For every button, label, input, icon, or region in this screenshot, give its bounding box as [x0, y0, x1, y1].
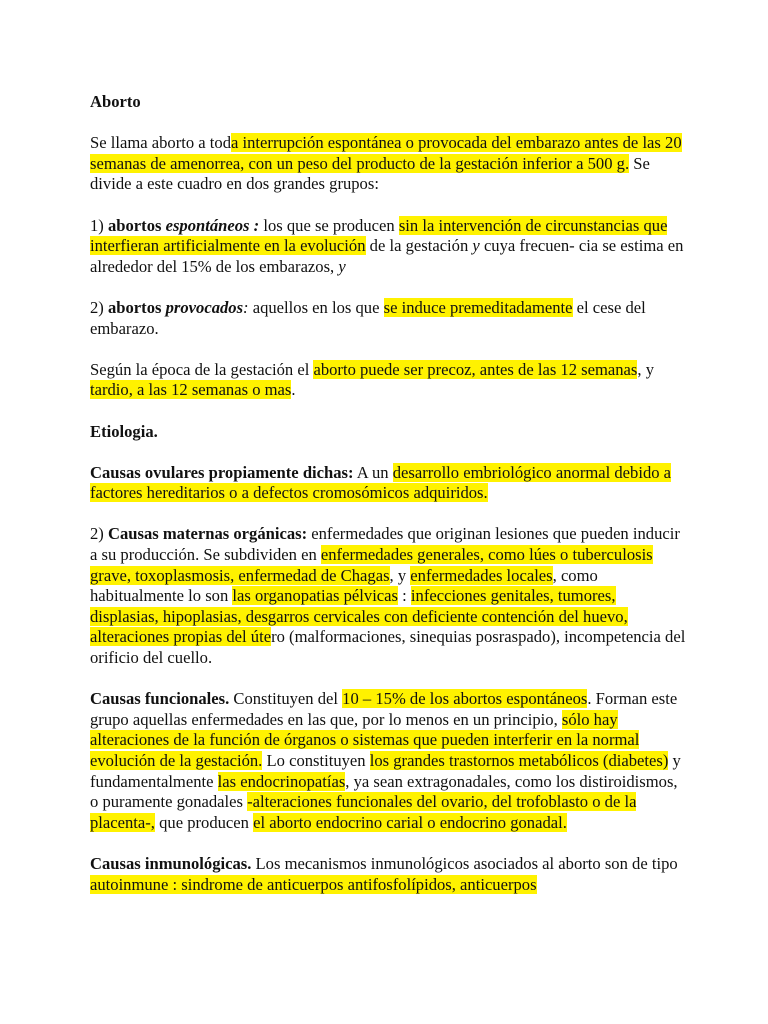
highlight: desarrollo embriológico anormal debido a factores hereditarios o a defectos cromosómicos adquiridos. [90, 462, 672, 503]
immunological-causes-paragraph: Causas inmunológicas. Los mecanismos inmunológicos asociados al aborto son de tipo autoinmune : sindrome de anticuerpos antifosfolípidos, anticuerpos [90, 853, 678, 894]
highlight: las organopatias pélvicas [232, 586, 398, 606]
highlight: sin la intervención de circunstancias que interfieran artificialmente en la evolución [90, 215, 668, 256]
highlight: tardio, a las 12 semanas o mas [90, 380, 292, 400]
highlight: -alteraciones funcionales del ovario, del trofoblasto o de la placenta-, [90, 792, 637, 832]
highlight: el aborto endocrino carial o endocrino gonadal. [253, 812, 567, 832]
highlight: se induce premeditadamente [383, 297, 573, 317]
highlight: enfermedades generales, como lúes o tuberculosis grave, toxoplasmosis, enfermedad de Chagas [90, 545, 653, 585]
highlight: infecciones genitales, tumores, displasias, hipoplasias, desgarros cervicales con deficiente contención del huevo, alteraciones propias del úte [90, 586, 628, 647]
functional-causes-paragraph: Causas funcionales. Constituyen del 10 – 15% de los abortos espontáneos. Forman este grupo aquellas enfermedades en las que, por lo menos en un principio, sólo hay alteraciones de la función de órganos o sistemas que pueden interferir en la normal evolución de la gestación. Lo constituyen los grandes trastornos metabólicos (diabetes) y fundamentalmente las endocrinopatías, ya sean extragonadales, como los distiroidismos, o puramente gonadales -alteraciones funcionales del ovario, del trofoblasto o de la placenta-, que producen el aborto endocrino carial o endocrino gonadal. [90, 689, 681, 832]
etiology-heading: Etiologia. [90, 421, 158, 441]
spontaneous-abortion-paragraph: 1) abortos espontáneos : los que se producen sin la intervención de circunstancias que interfieran artificialmente en la evolución de la gestación y cuya frecuen- cia se estima en alrededor del 15% de los embarazos, y [90, 215, 684, 276]
highlight: a interrupción espontánea o provocada del embarazo antes de las 20 semanas de amenorrea, con un peso del producto de la gestación inferior a 500 g. [90, 133, 682, 173]
highlight: 10 – 15% de los abortos espontáneos [342, 689, 588, 709]
document-title: Aborto [90, 92, 141, 111]
highlight: enfermedades locales [410, 565, 553, 585]
ovular-causes-paragraph: Causas ovulares propiamente dichas: A un desarrollo embriológico anormal debido a factores hereditarios o a defectos cromosómicos adquiridos. [90, 462, 672, 503]
highlight: sólo hay alteraciones de la función de órganos o sistemas que pueden interferir en la normal evolución de la gestación. [90, 709, 640, 770]
intro-paragraph: Se llama aborto a toda interrupción espontánea o provocada del embarazo antes de las 20 semanas de amenorrea, con un peso del producto de la gestación inferior a 500 g. Se divide a este cuadro en dos grandes grupos: [90, 133, 682, 194]
gestation-time-paragraph: Según la época de la gestación el aborto puede ser precoz, antes de las 12 semanas, y tardio, a las 12 semanas o mas. [90, 359, 654, 400]
highlight: los grandes trastornos metabólicos (diabetes) [369, 751, 669, 770]
highlight: las endocrinopatías [217, 771, 346, 791]
provoked-abortion-paragraph: 2) abortos provocados: aquellos en los que se induce premeditadamente el cese del embarazo. [90, 297, 646, 338]
highlight: autoinmune : sindrome de anticuerpos antifosfolípidos, anticuerpos [90, 874, 537, 894]
maternal-causes-paragraph: 2) Causas maternas orgánicas: enfermedades que originan lesiones que pueden inducir a su producción. Se subdividen en enfermedades generales, como lúes o tuberculosis grave, toxoplasmosis, enfermedad de Chagas, y enfermedades locales, como habitualmente lo son las organopatias pélvicas : infecciones genitales, tumores, displasias, hipoplasias, desgarros cervicales con deficiente contención del huevo, alteraciones propias del útero (malformaciones, sinequias posraspado), incompetencia del orificio del cuello. [90, 524, 686, 668]
highlight: aborto puede ser precoz, antes de las 12 semanas [313, 359, 638, 379]
